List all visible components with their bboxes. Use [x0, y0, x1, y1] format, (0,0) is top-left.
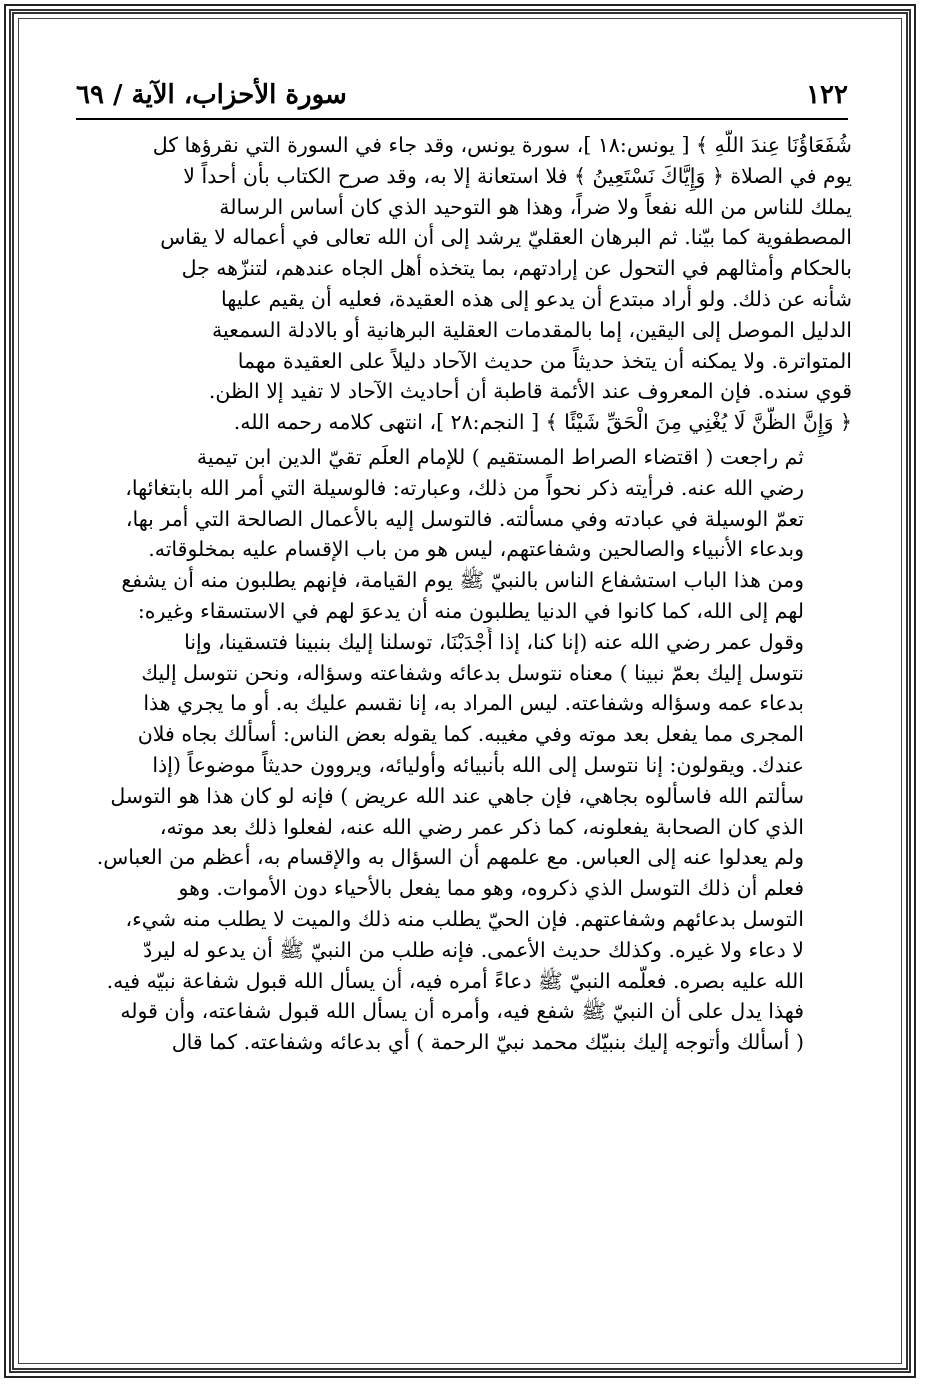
- text-line: ( أسألك وأتوجه إليك بنبيّك محمد نبيّ الرحمة ) أي بدعائه وشفاعته. كما قال: [171, 1030, 804, 1055]
- text-line: شأنه عن ذلك. ولو أراد مبتدع أن يدعو إلى هذه العقيدة، فعليه أن يقيم عليها: [221, 286, 852, 311]
- text-line: لا دعاء ولا غيره. وكذلك حديث الأعمى. فإنه طلب من النبيّ ﷺ أن يدعو له ليردّ: [143, 937, 804, 962]
- text-line: وقول عمر رضي الله عنه (إنا كنا، إذا أَجْدَبْنَا، توسلنا إليك بنبينا فتسقينا، وإنا: [184, 629, 804, 654]
- text-line: شُفَعَاؤُنَا عِندَ اللَّهِ ﴾ [ يونس:١٨ ]، سورة يونس، وقد جاء في السورة التي نقرؤها كل: [152, 133, 852, 157]
- text-line: ولم يعدلوا عنه إلى العباس. مع علمهم أن السؤال به والإقسام به، أعظم من العباس.: [96, 845, 804, 870]
- text-line: الدليل الموصل إلى اليقين، إما بالمقدمات العقلية البرهانية أو بالادلة السمعية: [212, 317, 852, 342]
- text-line: الله عليه بصره. فعلّمه النبيّ ﷺ دعاءً أمره فيه، أن يسأل الله قبول شفاعة نبيّه فيه.: [106, 968, 804, 993]
- text-line: عندك. ويقولون: إنا نتوسل إلى الله بأنبيائه وأوليائه، ويروون حديثاً موضوعاً (إذا: [152, 752, 804, 777]
- text-line: ومن هذا الباب استشفاع الناس بالنبيّ ﷺ يوم القيامة، فإنهم يطلبون منه أن يشفع: [121, 568, 804, 593]
- text-line: تعمّ الوسيلة في عبادته وفي مسألته. فالتوسل إليه بالأعمال الصالحة التي أمر بها،: [125, 506, 804, 531]
- page-number: ١٢٢: [806, 80, 848, 110]
- text-line: فعلم أن ذلك التوسل الذي ذكروه، وهو مما يفعل بالأحياء دون الأموات. وهو: [178, 876, 804, 901]
- text-line: المجرى مما يفعل بعد موته وفي مغيبه. كما يقوله بعض الناس: أسألك بجاه فلان: [137, 722, 804, 747]
- text-line: لهم إلى الله، كما كانوا في الدنيا يطلبون منه أن يدعوَ لهم في الاستسقاء وغيره:: [137, 598, 804, 623]
- text-line: فهذا يدل على أن النبيّ ﷺ شفع فيه، وأمره أن يسأل الله قبول شفاعته، وأن قوله: [120, 999, 804, 1024]
- text-line: المتواترة. ولا يمكنه أن يتخذ حديثاً من حديث الآحاد دليلاً على العقيدة مهما: [237, 348, 852, 373]
- text-line: الذي كان الصحابة يفعلونه، كما ذكر عمر رضي الله عنه، لفعلوا ذلك بعد موته،: [159, 814, 804, 839]
- paragraph: [66, 130, 852, 438]
- text-line: وبدعاء الأنبياء والصالحين وشفاعتهم، ليس هو من باب الإقسام عليه بمخلوقاته.: [148, 537, 804, 562]
- text-line: نتوسل إليك بعمّ نبينا ) معناه نتوسل بدعائه وشفاعته وسؤاله، ونحن نتوسل إليك: [141, 660, 804, 685]
- body-text: [66, 130, 852, 1058]
- text-line: يوم في الصلاة ﴿ وَإِيَّاكَ نَسْتَعِينُ ﴾ فلا استعانة إلا به، وقد صرح الكتاب بأن أحداً لا: [183, 163, 852, 188]
- text-line: التوسل بدعائهم وشفاعتهم. فإن الحيّ يطلب منه ذلك والميت لا يطلب منه شيء،: [125, 906, 804, 931]
- page-header: [76, 70, 848, 110]
- text-line: بالحكام وأمثالهم في التحول عن إرادتهم، بما يتخذه أهل الجاه عندهم، لتنزّهه جل: [181, 256, 852, 281]
- text-line: بدعاء عمه وسؤاله وشفاعته. ليس المراد به، إنا نقسم عليك به. أو ما يجري هذا: [143, 691, 804, 716]
- text-line: ثم راجعت ( اقتضاء الصراط المستقيم ) للإمام العلَم تقيّ الدين ابن تيمية: [196, 444, 804, 469]
- text-line: قوي سنده. فإن المعروف عند الأئمة قاطبة أن أحاديث الآحاد لا تفيد إلا الظن.: [208, 379, 852, 404]
- text-line: سألتم الله فاسألوه بجاهي، فإن جاهي عند الله عريض ) فإنه لو كان هذا هو التوسل: [110, 783, 804, 808]
- text-line: ﴿ وَإِنَّ الظَّنَّ لَا يُغْنِي مِنَ الْحَقِّ شَيْئًا ﴾ [ النجم:٢٨ ]، انتهى كلامه رحمه الله.: [233, 410, 852, 435]
- text-line: رضي الله عنه. فرأيته ذكر نحواً من ذلك، وعبارته: فالوسيلة التي أمر الله بابتغائها،: [125, 475, 804, 500]
- running-title: سورة الأحزاب، الآية / ٦٩: [76, 80, 347, 110]
- text-line: المصطفوية كما بيّنا. ثم البرهان العقليّ يرشد إلى أن الله تعالى في أعماله لا يقاس: [160, 225, 852, 250]
- header-rule: [76, 118, 848, 120]
- text-line: يملك للناس من الله نفعاً ولا ضراً، وهذا هو التوحيد الذي كان أساس الرسالة: [219, 194, 852, 219]
- paragraph: [66, 442, 852, 1058]
